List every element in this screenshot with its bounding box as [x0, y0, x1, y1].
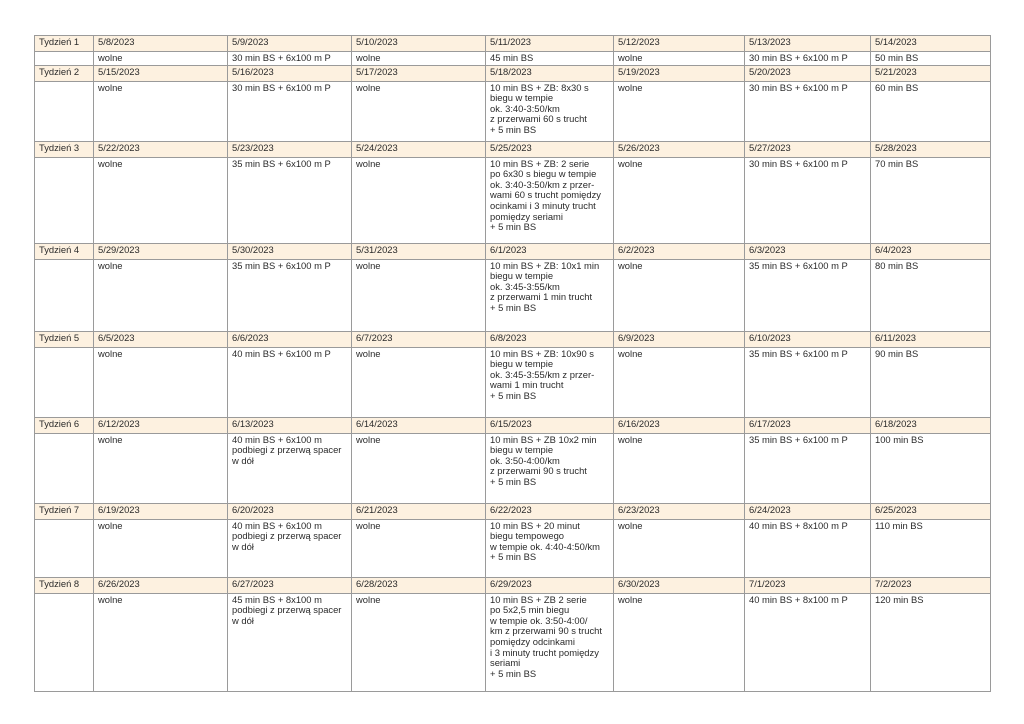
date-cell: 6/29/2023 — [486, 577, 614, 593]
workout-cell: 50 min BS — [871, 52, 991, 66]
empty-cell — [35, 433, 94, 503]
workout-cell: 40 min BS + 6x100 m P — [228, 347, 352, 417]
workout-cell: wolne — [352, 52, 486, 66]
date-cell: 5/25/2023 — [486, 141, 614, 157]
workout-cell: wolne — [352, 347, 486, 417]
week-date-row — [35, 141, 991, 157]
workout-cell: wolne — [94, 593, 228, 691]
week-date-row — [35, 331, 991, 347]
workout-cell: 30 min BS + 6x100 m P — [745, 157, 871, 243]
workout-cell: 35 min BS + 6x100 m P — [745, 347, 871, 417]
date-cell: 6/11/2023 — [871, 331, 991, 347]
date-cell: 6/7/2023 — [352, 331, 486, 347]
week-workout-row — [35, 593, 991, 691]
date-cell: 6/19/2023 — [94, 503, 228, 519]
date-cell: 5/15/2023 — [94, 65, 228, 81]
date-cell: 7/2/2023 — [871, 577, 991, 593]
workout-cell: 35 min BS + 6x100 m P — [228, 157, 352, 243]
workout-cell: 80 min BS — [871, 259, 991, 331]
week-workout-row — [35, 52, 991, 66]
workout-cell: wolne — [352, 593, 486, 691]
week-label: Tydzień 2 — [35, 65, 94, 81]
date-cell: 5/16/2023 — [228, 65, 352, 81]
date-cell: 5/27/2023 — [745, 141, 871, 157]
workout-cell: 35 min BS + 6x100 m P — [745, 259, 871, 331]
date-cell: 6/27/2023 — [228, 577, 352, 593]
workout-cell: wolne — [94, 519, 228, 577]
empty-cell — [35, 593, 94, 691]
week-workout-row — [35, 157, 991, 243]
workout-cell: wolne — [614, 593, 745, 691]
date-cell: 6/28/2023 — [352, 577, 486, 593]
date-cell: 6/23/2023 — [614, 503, 745, 519]
date-cell: 5/17/2023 — [352, 65, 486, 81]
date-cell: 5/21/2023 — [871, 65, 991, 81]
week-label: Tydzień 4 — [35, 243, 94, 259]
workout-cell: wolne — [352, 81, 486, 141]
date-cell: 5/12/2023 — [614, 36, 745, 52]
date-cell: 5/10/2023 — [352, 36, 486, 52]
week-label: Tydzień 3 — [35, 141, 94, 157]
workout-cell: 45 min BS + 8x100 m podbiegi z przerwą spacer w dół — [228, 593, 352, 691]
workout-cell: wolne — [352, 433, 486, 503]
workout-cell: 35 min BS + 6x100 m P — [228, 259, 352, 331]
workout-cell: wolne — [614, 81, 745, 141]
workout-cell: wolne — [614, 259, 745, 331]
empty-cell — [35, 157, 94, 243]
workout-cell: 45 min BS — [486, 52, 614, 66]
date-cell: 5/20/2023 — [745, 65, 871, 81]
workout-cell: 35 min BS + 6x100 m P — [745, 433, 871, 503]
week-workout-row — [35, 81, 991, 141]
date-cell: 6/1/2023 — [486, 243, 614, 259]
date-cell: 5/30/2023 — [228, 243, 352, 259]
date-cell: 5/19/2023 — [614, 65, 745, 81]
date-cell: 6/15/2023 — [486, 417, 614, 433]
date-cell: 7/1/2023 — [745, 577, 871, 593]
workout-cell: wolne — [94, 81, 228, 141]
workout-cell: 10 min BS + 20 minut biegu tempowego w tempie ok. 4:40-4:50/km + 5 min BS — [486, 519, 614, 577]
empty-cell — [35, 347, 94, 417]
date-cell: 6/30/2023 — [614, 577, 745, 593]
week-date-row — [35, 36, 991, 52]
date-cell: 6/3/2023 — [745, 243, 871, 259]
workout-cell: wolne — [614, 519, 745, 577]
date-cell: 6/12/2023 — [94, 417, 228, 433]
workout-cell: wolne — [352, 157, 486, 243]
workout-cell: 70 min BS — [871, 157, 991, 243]
workout-cell: 30 min BS + 6x100 m P — [745, 52, 871, 66]
date-cell: 5/23/2023 — [228, 141, 352, 157]
date-cell: 6/17/2023 — [745, 417, 871, 433]
week-label: Tydzień 6 — [35, 417, 94, 433]
empty-cell — [35, 259, 94, 331]
week-date-row — [35, 243, 991, 259]
week-workout-row — [35, 433, 991, 503]
empty-cell — [35, 81, 94, 141]
workout-cell: wolne — [94, 52, 228, 66]
workout-cell: 30 min BS + 6x100 m P — [745, 81, 871, 141]
week-workout-row — [35, 259, 991, 331]
date-cell: 5/11/2023 — [486, 36, 614, 52]
date-cell: 5/9/2023 — [228, 36, 352, 52]
workout-cell: wolne — [352, 519, 486, 577]
date-cell: 6/21/2023 — [352, 503, 486, 519]
workout-cell: 10 min BS + ZB 2 serie po 5x2,5 min biegu w tempie ok. 3:50-4:00/ km z przerwami 90 s trucht pomiędzy odcinkami i 3 minuty trucht pomiędzy seriami + 5 min BS — [486, 593, 614, 691]
workout-cell: 10 min BS + ZB: 10x1 min biegu w tempie ok. 3:45-3:55/km z przerwami 1 min trucht + 5 min BS — [486, 259, 614, 331]
date-cell: 5/22/2023 — [94, 141, 228, 157]
workout-cell: wolne — [614, 157, 745, 243]
date-cell: 6/26/2023 — [94, 577, 228, 593]
date-cell: 5/13/2023 — [745, 36, 871, 52]
workout-cell: 40 min BS + 6x100 m podbiegi z przerwą spacer w dół — [228, 519, 352, 577]
week-date-row — [35, 577, 991, 593]
date-cell: 5/31/2023 — [352, 243, 486, 259]
week-workout-row — [35, 347, 991, 417]
date-cell: 6/22/2023 — [486, 503, 614, 519]
date-cell: 6/9/2023 — [614, 331, 745, 347]
empty-cell — [35, 52, 94, 66]
week-label: Tydzień 1 — [35, 36, 94, 52]
workout-cell: 30 min BS + 6x100 m P — [228, 81, 352, 141]
workout-cell: 10 min BS + ZB: 2 serie po 6x30 s biegu w tempie ok. 3:40-3:50/km z przer- wami 60 s trucht pomiędzy ocinkami i 3 minuty trucht pomiędzy seriami + 5 min BS — [486, 157, 614, 243]
date-cell: 5/24/2023 — [352, 141, 486, 157]
date-cell: 6/18/2023 — [871, 417, 991, 433]
workout-cell: 40 min BS + 6x100 m podbiegi z przerwą spacer w dół — [228, 433, 352, 503]
workout-cell: wolne — [614, 347, 745, 417]
workout-cell: 90 min BS — [871, 347, 991, 417]
workout-cell: 30 min BS + 6x100 m P — [228, 52, 352, 66]
date-cell: 5/14/2023 — [871, 36, 991, 52]
workout-cell: 60 min BS — [871, 81, 991, 141]
date-cell: 6/20/2023 — [228, 503, 352, 519]
workout-cell: 40 min BS + 8x100 m P — [745, 519, 871, 577]
date-cell: 6/10/2023 — [745, 331, 871, 347]
workout-cell: wolne — [94, 259, 228, 331]
workout-cell: 10 min BS + ZB 10x2 min biegu w tempie ok. 3:50-4:00/km z przerwami 90 s trucht + 5 min BS — [486, 433, 614, 503]
date-cell: 6/6/2023 — [228, 331, 352, 347]
workout-cell: 10 min BS + ZB: 10x90 s biegu w tempie ok. 3:45-3:55/km z przer- wami 1 min trucht + 5 min BS — [486, 347, 614, 417]
week-label: Tydzień 7 — [35, 503, 94, 519]
workout-cell: 40 min BS + 8x100 m P — [745, 593, 871, 691]
workout-cell: 120 min BS — [871, 593, 991, 691]
training-plan-table — [34, 35, 991, 692]
date-cell: 6/25/2023 — [871, 503, 991, 519]
week-workout-row — [35, 519, 991, 577]
week-date-row — [35, 417, 991, 433]
date-cell: 5/28/2023 — [871, 141, 991, 157]
workout-cell: wolne — [94, 433, 228, 503]
week-date-row — [35, 65, 991, 81]
workout-cell: wolne — [352, 259, 486, 331]
workout-cell: 110 min BS — [871, 519, 991, 577]
date-cell: 5/26/2023 — [614, 141, 745, 157]
workout-cell: wolne — [614, 433, 745, 503]
date-cell: 6/16/2023 — [614, 417, 745, 433]
workout-cell: wolne — [614, 52, 745, 66]
workout-cell: wolne — [94, 157, 228, 243]
date-cell: 6/24/2023 — [745, 503, 871, 519]
date-cell: 5/8/2023 — [94, 36, 228, 52]
workout-cell: wolne — [94, 347, 228, 417]
week-label: Tydzień 5 — [35, 331, 94, 347]
date-cell: 6/4/2023 — [871, 243, 991, 259]
week-date-row — [35, 503, 991, 519]
workout-cell: 10 min BS + ZB: 8x30 s biegu w tempie ok. 3:40-3:50/km z przerwami 60 s trucht + 5 min BS — [486, 81, 614, 141]
week-label: Tydzień 8 — [35, 577, 94, 593]
date-cell: 5/29/2023 — [94, 243, 228, 259]
date-cell: 6/8/2023 — [486, 331, 614, 347]
workout-cell: 100 min BS — [871, 433, 991, 503]
date-cell: 6/5/2023 — [94, 331, 228, 347]
date-cell: 6/13/2023 — [228, 417, 352, 433]
date-cell: 6/14/2023 — [352, 417, 486, 433]
date-cell: 5/18/2023 — [486, 65, 614, 81]
date-cell: 6/2/2023 — [614, 243, 745, 259]
empty-cell — [35, 519, 94, 577]
